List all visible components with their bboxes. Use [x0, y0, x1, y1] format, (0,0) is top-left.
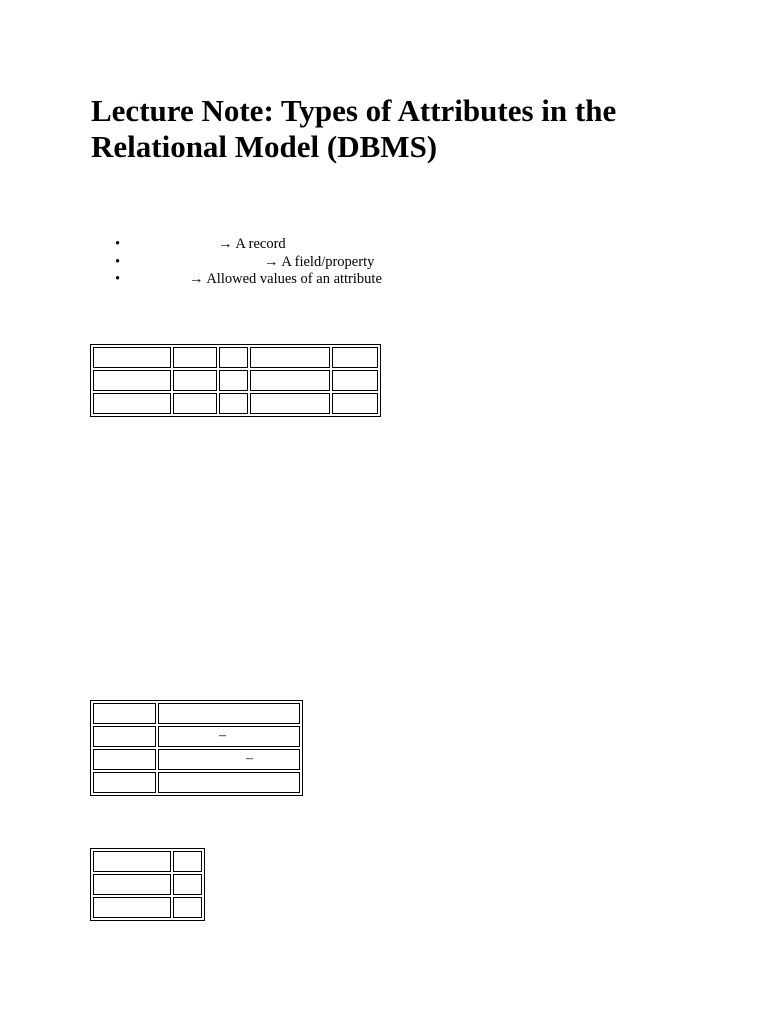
table-cell: [219, 370, 248, 391]
table-cell: [173, 874, 202, 895]
table-cell: [93, 851, 171, 872]
dash-text: –: [246, 751, 253, 766]
term-definition: → Allowed values of an attribute: [189, 271, 382, 288]
table-row: [93, 772, 300, 793]
table-2: [90, 700, 303, 796]
table-cell: [219, 347, 248, 368]
table-cell: [158, 726, 300, 747]
table-cell: [250, 347, 330, 368]
table-cell: [173, 897, 202, 918]
table-row: [93, 874, 202, 895]
table-cell: [93, 703, 156, 724]
table-cell: [93, 393, 171, 414]
table-1: [90, 344, 381, 417]
table-row: [93, 347, 378, 368]
bullet-icon: •: [115, 236, 121, 252]
table-cell: [219, 393, 248, 414]
table-cell: [332, 370, 378, 391]
table-cell: [173, 393, 217, 414]
table-cell: [158, 772, 300, 793]
term-definition: → A record: [218, 236, 286, 252]
table-cell: [93, 749, 156, 770]
table-cell: [250, 393, 330, 414]
table-cell: [93, 874, 171, 895]
table-3: [90, 848, 205, 921]
table-row: [93, 749, 300, 770]
table-row: [93, 851, 202, 872]
table-cell: [93, 897, 171, 918]
table-cell: [173, 851, 202, 872]
table-row: [93, 370, 378, 391]
table-cell: [332, 347, 378, 368]
table-cell: [93, 370, 171, 391]
table-row: [93, 726, 300, 747]
table-cell: [173, 347, 217, 368]
page-title: Lecture Note: Types of Attributes in the Relational Model (DBMS): [91, 93, 617, 164]
table-row: [93, 897, 202, 918]
bullet-icon: •: [115, 271, 121, 288]
table-cell: [93, 772, 156, 793]
table-row: [93, 703, 300, 724]
table-cell: [332, 393, 378, 414]
table-row: [93, 393, 378, 414]
table-cell: [158, 703, 300, 724]
table-cell: [250, 370, 330, 391]
table-cell: [173, 370, 217, 391]
table-cell: [93, 726, 156, 747]
term-definition: → A field/property: [264, 253, 375, 270]
bullet-icon: •: [115, 253, 121, 270]
table-cell: [158, 749, 300, 770]
table-cell: [93, 347, 171, 368]
dash-text: –: [219, 728, 226, 743]
